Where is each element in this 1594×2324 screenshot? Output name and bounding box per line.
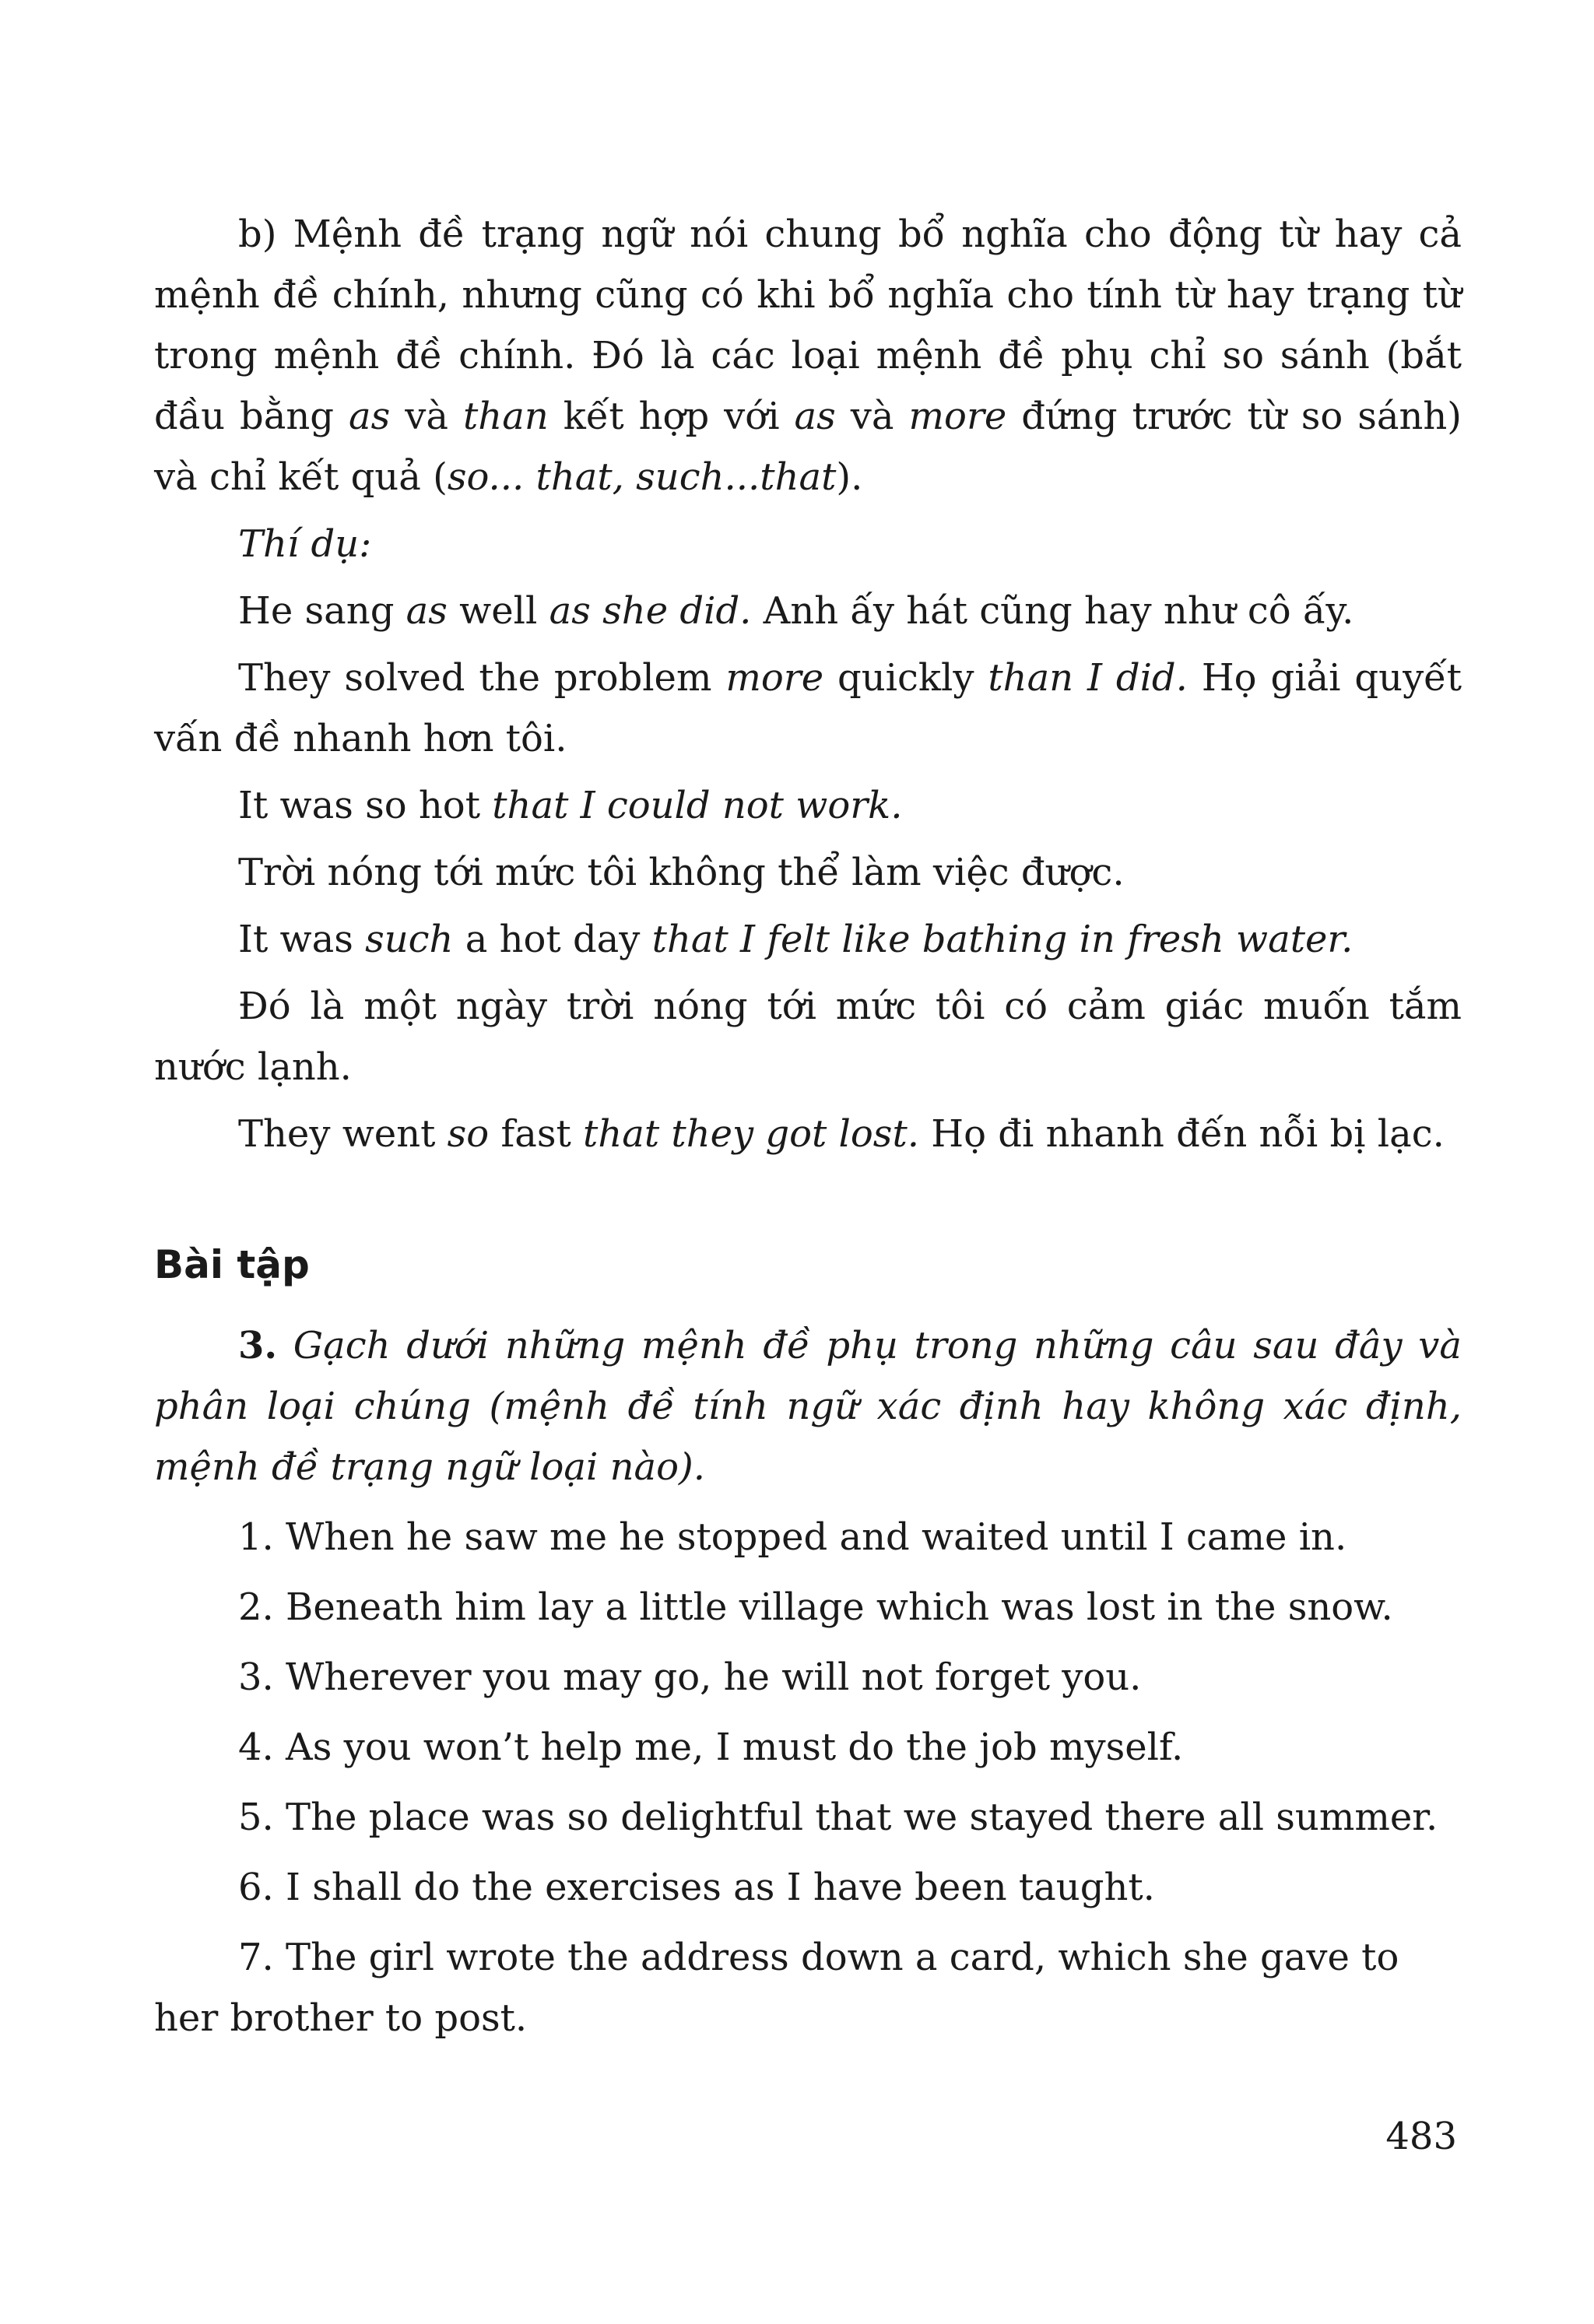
exercise-item: 5. The place was so delightful that we stayed there all summer. (238, 1796, 1438, 1839)
exercise-item: 1. When he saw me he stopped and waited until I came in. (238, 1515, 1347, 1559)
italic-term: than (463, 395, 549, 438)
italic-term: that they got lost. (583, 1112, 919, 1156)
exercise-item: 3. Wherever you may go, he will not forget you. (238, 1655, 1142, 1699)
text: They solved the problem (238, 656, 726, 700)
translation: Trời nóng tới mức tôi không thể làm việc được. (238, 851, 1125, 894)
italic-term: so... that, such...that (447, 455, 837, 499)
italic-term: that I felt like bathing in fresh water. (651, 918, 1353, 961)
translation: Đó là một ngày trời nóng tới mức tôi có cảm giác muốn tắm nước lạnh. (154, 985, 1462, 1089)
text: They went (238, 1112, 448, 1156)
instruction-text: Gạch dưới những mệnh đề phụ trong những câu sau đây và phân loại chúng (mệnh đề tính ngữ xác định hay không xác định, mệnh đề trạng ngữ loại nào). (154, 1324, 1462, 1489)
translation: Họ đi nhanh đến nỗi bị lạc. (918, 1112, 1445, 1156)
italic-term: than I did. (988, 656, 1188, 700)
example-1 (154, 581, 1462, 641)
paragraph-b (154, 204, 1462, 507)
italic-term: so (447, 1112, 490, 1156)
text: well (447, 589, 549, 633)
text: fast (489, 1112, 584, 1156)
example-label-text: Thí dụ: (238, 522, 372, 566)
italic-term: that I could not work. (492, 784, 903, 827)
example-4-translation (154, 976, 1462, 1097)
text: It was so hot (238, 784, 493, 827)
text: He sang (238, 589, 406, 633)
text: a hot day (453, 918, 652, 961)
italic-term: as (349, 395, 391, 438)
text: kết hợp với (548, 395, 795, 438)
example-label (154, 514, 1462, 574)
exercise-item: 6. I shall do the exercises as I have been taught. (238, 1866, 1155, 1909)
exercise-number: 3. (238, 1324, 278, 1367)
example-5 (154, 1104, 1462, 1164)
exercise-3 (154, 1315, 1462, 2048)
exercise-item: 2. Beneath him lay a little village which was lost in the snow. (238, 1585, 1393, 1629)
italic-term: as she did. (549, 589, 752, 633)
translation: Họ giải quyết vấn đề nhanh hơn tôi. (154, 656, 1462, 760)
italic-term: as (406, 589, 448, 633)
section-heading: Bài tập (154, 1242, 310, 1287)
exercise-instruction (154, 1315, 1462, 1497)
example-4 (154, 909, 1462, 970)
text: quickly (823, 656, 988, 700)
text: và (835, 395, 909, 438)
example-3-translation (154, 842, 1462, 903)
page-number: 483 (1385, 2115, 1457, 2158)
exercise-item: 7. The girl wrote the address down a card, which she gave to her brother to post. (154, 1936, 1399, 2040)
text: It was (238, 918, 366, 961)
text: đứng trước từ so sánh) và chỉ kết quả ( (154, 395, 1462, 499)
italic-term: as (794, 395, 836, 438)
text: ). (836, 455, 863, 499)
text: và (390, 395, 464, 438)
italic-term: more (908, 395, 1007, 438)
translation: Anh ấy hát cũng hay như cô ấy. (751, 589, 1354, 633)
section-b (154, 204, 1462, 1164)
text: b) Mệnh đề trạng ngữ nói chung bổ nghĩa cho động từ hay cả mệnh đề chính, nhưng cũng có khi bổ nghĩa cho tính từ hay trạng từ trong mệnh đề chính. Đó là các loại mệnh đề phụ chỉ so sánh (bắt đầu bằng (154, 212, 1462, 438)
example-2 (154, 648, 1462, 769)
italic-term: more (725, 656, 824, 700)
exercise-item: 4. As you won’t help me, I must do the job myself. (238, 1725, 1184, 1769)
italic-term: such (365, 918, 454, 961)
example-3 (154, 775, 1462, 836)
